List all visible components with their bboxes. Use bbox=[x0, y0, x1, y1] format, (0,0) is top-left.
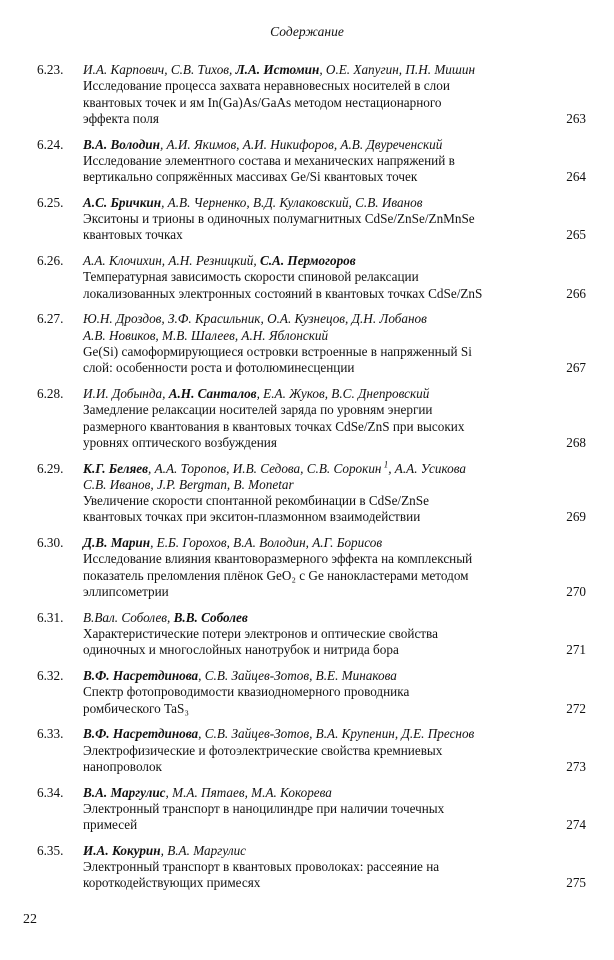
entry-number: 6.32. bbox=[37, 668, 64, 684]
entry-authors: В.А. Маргулис, М.А. Пятаев, М.А. Кокорева bbox=[83, 784, 332, 800]
author-name: П.Н. Мишин bbox=[405, 62, 475, 77]
author-name: Е.Б. Горохов bbox=[156, 535, 227, 551]
author-name: Д.Е. Преснов bbox=[401, 726, 475, 742]
entry-number: 6.23. bbox=[37, 62, 64, 77]
table-of-contents bbox=[0, 62, 614, 901]
toc-entry bbox=[0, 253, 614, 302]
toc-entry bbox=[0, 726, 614, 775]
author-name: М.В. Шалеев bbox=[162, 327, 235, 343]
entry-number: 6.26. bbox=[37, 253, 64, 269]
entry-title-line: уровнях оптического возбуждения bbox=[83, 434, 277, 450]
author-footnote: 1 bbox=[381, 459, 389, 470]
author-name: А.А. Клочихин bbox=[83, 253, 162, 269]
author-name: А.Г. Борисов bbox=[312, 535, 383, 551]
entry-page-number: 263 bbox=[566, 110, 586, 126]
entry-page-number: 272 bbox=[566, 700, 586, 716]
entry-title-line: Электрофизические и фотоэлектрические свойства кремниевых bbox=[83, 742, 443, 758]
author-name: А.Н. Резницкий bbox=[168, 253, 254, 269]
author-name: В.А. Маргулис bbox=[167, 842, 247, 858]
entry-authors: И.И. Добында, А.Н. Санталов, Е.А. Жуков, В.С. Днепровский bbox=[83, 386, 430, 401]
entry-title-line: Характеристические потери электронов и оптические свойства bbox=[83, 626, 438, 642]
entry-title-line: показатель преломления плёнок GeO₂ с Ge нанокластерами методом bbox=[83, 567, 469, 583]
entry-title-line: эффекта поля bbox=[83, 110, 159, 126]
entry-authors: С.В. Иванов, J.P. Bergman, B. Monetar bbox=[83, 476, 294, 492]
author-name: К.Г. Беляев bbox=[83, 460, 149, 476]
author-name: М.А. Кокорева bbox=[251, 784, 332, 800]
entry-title-line: нанопроволок bbox=[83, 758, 162, 774]
author-name: А.С. Бричкин bbox=[83, 194, 162, 210]
entry-authors: И.А. Карпович, С.В. Тихов, Л.А. Истомин, О.Е. Хапугин, П.Н. Мишин bbox=[83, 62, 475, 77]
author-name: И.В. Седова bbox=[232, 460, 301, 476]
entry-title-line: ромбического TaS₃ bbox=[83, 700, 189, 716]
entry-authors: К.Г. Беляев, А.А. Торопов, И.В. Седова, С.В. Сорокин $^1$, А.А. Усикова bbox=[83, 459, 466, 476]
author-name: А.А. Торопов bbox=[154, 460, 227, 476]
entry-title-line: Замедление релаксации носителей заряда по уровням энергии bbox=[83, 402, 433, 418]
toc-entry bbox=[0, 610, 614, 659]
author-name: С.В. Иванов bbox=[355, 194, 423, 210]
author-name: В.Ф. Насретдинова bbox=[83, 726, 199, 742]
author-name: В.А. Маргулис bbox=[83, 784, 166, 800]
entry-page-number: 271 bbox=[566, 642, 586, 658]
entry-title-line: короткодействующих примесях bbox=[83, 875, 261, 891]
entry-title-line: Температурная зависимость скорости спиновой релаксации bbox=[83, 269, 419, 285]
entry-authors: В.А. Володин, А.И. Якимов, А.И. Никифоров, А.В. Двуреченский bbox=[83, 136, 443, 152]
author-name: Л.А. Истомин bbox=[235, 62, 320, 77]
page-header: Содержание bbox=[270, 24, 344, 39]
toc-entry bbox=[0, 785, 614, 834]
author-name: А.Н. Яблонский bbox=[241, 327, 329, 343]
author-name: J.P. Bergman bbox=[156, 476, 227, 492]
entry-number: 6.29. bbox=[37, 460, 64, 476]
author-name: B. Monetar bbox=[233, 476, 294, 492]
entry-authors: В.Вал. Соболев, В.В. Соболев bbox=[83, 609, 248, 625]
entry-title-line: Спектр фотопроводимости квазиодномерного проводника bbox=[83, 684, 410, 700]
entry-page-number: 269 bbox=[566, 509, 586, 525]
author-name: О.А. Кузнецов bbox=[267, 311, 346, 327]
author-name: А.В. Двуреченский bbox=[340, 136, 443, 152]
entry-number: 6.33. bbox=[37, 726, 64, 742]
author-name: С.В. Зайцев-Зотов bbox=[204, 668, 310, 684]
entry-title-line: Исследование элементного состава и механических напряжений в bbox=[83, 152, 455, 168]
entry-page-number: 266 bbox=[566, 285, 586, 301]
author-name: В.Вал. Соболев bbox=[83, 609, 168, 625]
entry-number: 6.34. bbox=[37, 784, 64, 800]
author-name: С.В. Зайцев-Зотов bbox=[204, 726, 310, 742]
entry-number: 6.31. bbox=[37, 609, 64, 625]
entry-authors: И.А. Кокурин, В.А. Маргулис bbox=[83, 842, 247, 858]
entry-title-line: примесей bbox=[83, 817, 138, 833]
author-name: В.А. Володин bbox=[233, 535, 306, 551]
entry-title-line: эллипсометрии bbox=[83, 584, 169, 600]
toc-entry bbox=[0, 386, 614, 451]
toc-entry bbox=[0, 535, 614, 600]
entry-title-line: Исследование процесса захвата неравновесных носителей в слои bbox=[83, 78, 450, 94]
toc-entry bbox=[0, 668, 614, 717]
page-number: 22 bbox=[23, 912, 37, 927]
entry-number: 6.27. bbox=[37, 311, 64, 327]
entry-page-number: 270 bbox=[566, 584, 586, 600]
author-name: С.В. Тихов bbox=[170, 62, 230, 77]
author-name: А.А. Усикова bbox=[394, 460, 466, 476]
author-name: В.Ф. Насретдинова bbox=[83, 668, 199, 684]
author-name: О.Е. Хапугин bbox=[325, 62, 399, 77]
toc-entry bbox=[0, 311, 614, 376]
entry-title-line: Экситоны и трионы в одиночных полумагнитных CdSe/ZnSe/ZnMnSe bbox=[83, 211, 475, 227]
author-name: А.И. Якимов bbox=[166, 136, 237, 152]
entry-authors: В.Ф. Насретдинова, С.В. Зайцев-Зотов, В.Е. Минакова bbox=[83, 668, 397, 684]
entry-title-line: Электронный транспорт в квантовых проволоках: рассеяние на bbox=[83, 859, 440, 875]
author-name: Ю.Н. Дроздов bbox=[83, 311, 162, 327]
entry-title-line: локализованных электронных состояний в квантовых точках CdSe/ZnS bbox=[83, 285, 483, 301]
author-name: С.А. Пермогоров bbox=[259, 253, 356, 269]
entry-authors: В.Ф. Насретдинова, С.В. Зайцев-Зотов, В.А. Крупенин, Д.Е. Преснов bbox=[83, 726, 475, 742]
author-name: А.В. Черненко bbox=[167, 194, 247, 210]
entry-page-number: 268 bbox=[566, 434, 586, 450]
entry-title-line: Исследование влияния квантоворазмерного эффекта на комплексный bbox=[83, 551, 473, 567]
entry-number: 6.35. bbox=[37, 842, 64, 858]
author-name: С.В. Иванов bbox=[83, 476, 151, 492]
author-name: З.Ф. Красильник bbox=[167, 311, 261, 327]
entry-page-number: 275 bbox=[566, 875, 586, 891]
entry-number: 6.25. bbox=[37, 194, 64, 210]
toc-entry bbox=[0, 62, 614, 127]
author-name: В.А. Крупенин bbox=[315, 726, 395, 742]
toc-entry bbox=[0, 137, 614, 186]
author-name: И.А. Кокурин bbox=[83, 842, 161, 858]
entry-number: 6.24. bbox=[37, 136, 64, 152]
entry-title-line: Ge(Si) самоформирующиеся островки встроенные в напряженный Si bbox=[83, 344, 472, 360]
entry-page-number: 273 bbox=[566, 758, 586, 774]
entry-authors: Д.В. Марин, Е.Б. Горохов, В.А. Володин, А.Г. Борисов bbox=[83, 535, 383, 551]
author-name: В.Е. Минакова bbox=[315, 668, 397, 684]
entry-title-line: Увеличение скорости спонтанной рекомбинации в CdSe/ZnSe bbox=[83, 493, 429, 509]
entry-title-line: вертикально сопряжённых массивах Ge/Si квантовых точек bbox=[83, 169, 418, 185]
entry-authors: А.А. Клочихин, А.Н. Резницкий, С.А. Пермогоров bbox=[83, 253, 356, 269]
toc-entry bbox=[0, 195, 614, 244]
entry-title-line: квантовых точках bbox=[83, 227, 183, 243]
entry-page-number: 274 bbox=[566, 817, 586, 833]
author-name: А.В. Новиков bbox=[83, 327, 156, 343]
toc-entry bbox=[0, 461, 614, 526]
entry-title-line: Электронный транспорт в наноцилиндре при наличии точечных bbox=[83, 800, 445, 816]
author-name: И.И. Добында bbox=[83, 386, 163, 401]
entry-authors: Ю.Н. Дроздов, З.Ф. Красильник, О.А. Кузнецов, Д.Н. Лобанов bbox=[83, 311, 427, 327]
author-name: В.В. Соболев bbox=[173, 609, 248, 625]
author-name: Е.А. Жуков bbox=[263, 386, 325, 401]
author-name: В.Д. Кулаковский bbox=[252, 194, 349, 210]
entry-authors: А.С. Бричкин, А.В. Черненко, В.Д. Кулаковский, С.В. Иванов bbox=[83, 194, 423, 210]
entry-title-line: одиночных и многослойных нанотрубок и нитрида бора bbox=[83, 642, 399, 658]
entry-title-line: квантовых точках при экситон-плазмонном взаимодействии bbox=[83, 509, 421, 525]
entry-page-number: 267 bbox=[566, 360, 586, 376]
entry-page-number: 264 bbox=[566, 169, 586, 185]
entry-title-line: квантовых точек и ям In(Ga)As/GaAs методом нестационарного bbox=[83, 94, 442, 110]
entry-number: 6.28. bbox=[37, 386, 64, 401]
toc-entry bbox=[0, 843, 614, 892]
author-name: В.С. Днепровский bbox=[331, 386, 430, 401]
entry-title-line: слой: особенности роста и фотолюминесценции bbox=[83, 360, 355, 376]
author-name: С.В. Сорокин bbox=[306, 460, 382, 476]
author-name: А.И. Никифоров bbox=[242, 136, 334, 152]
author-name: М.А. Пятаев bbox=[172, 784, 245, 800]
entry-title-line: размерного квантования в квантовых точках CdSe/ZnS при высоких bbox=[83, 418, 465, 434]
entry-authors: А.В. Новиков, М.В. Шалеев, А.Н. Яблонский bbox=[83, 327, 329, 343]
entry-number: 6.30. bbox=[37, 535, 64, 551]
author-name: Д.В. Марин bbox=[83, 535, 151, 551]
author-name: И.А. Карпович bbox=[83, 62, 165, 77]
entry-page-number: 265 bbox=[566, 227, 586, 243]
author-name: А.Н. Санталов bbox=[168, 386, 257, 401]
author-name: В.А. Володин bbox=[83, 136, 160, 152]
author-name: Д.Н. Лобанов bbox=[351, 311, 427, 327]
